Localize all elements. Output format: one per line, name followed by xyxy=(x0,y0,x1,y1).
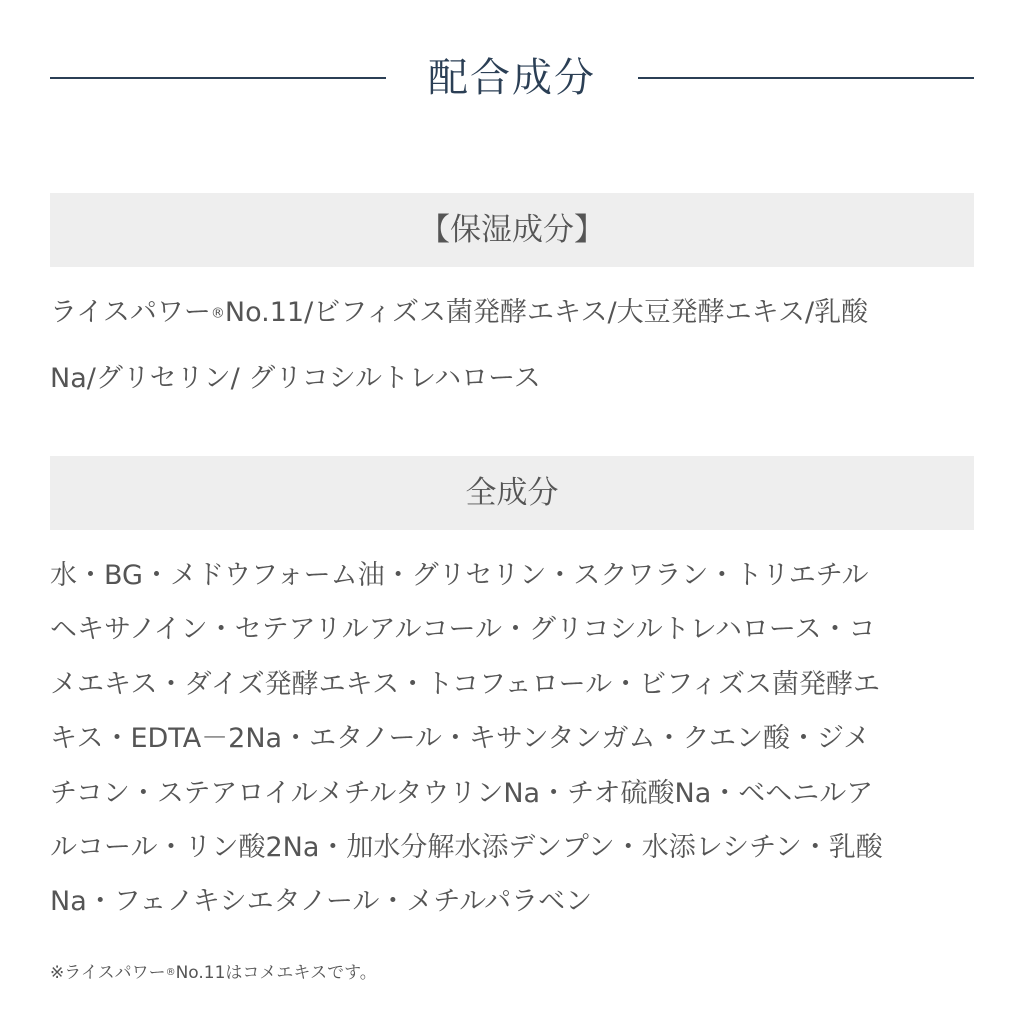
moisture-section-heading: 【保湿成分】 xyxy=(50,193,974,267)
page-title: 配合成分 xyxy=(428,55,596,101)
registered-mark: ® xyxy=(165,967,176,978)
all-ingredients xyxy=(50,552,974,933)
ingredient-line: チコン・ステアロイルメチルタウリンNa・チオ硫酸Na・ベヘニルア xyxy=(50,777,874,809)
ingredient-line: 水・BG・メドウフォーム油・グリセリン・スクワラン・トリエチル xyxy=(50,560,869,591)
title-divider-right xyxy=(638,77,974,79)
moisture-ingredients xyxy=(50,286,974,418)
moisture-line: ライスパワー®No.11/ビフィズス菌発酵エキス/大豆発酵エキス/乳酸 xyxy=(50,297,869,328)
ingredient-line: メエキス・ダイズ発酵エキス・トコフェロール・ビフィズス菌発酵エ xyxy=(50,668,880,700)
moisture-line: Na/グリセリン/ グリコシルトレハロース xyxy=(50,363,541,394)
registered-mark: ® xyxy=(210,305,225,322)
all-ingredients-heading: 全成分 xyxy=(50,456,974,530)
ingredient-line: キス・EDTA－2Na・エタノール・キサンタンガム・クエン酸・ジメ xyxy=(50,723,871,755)
ingredient-line: ルコール・リン酸2Na・加水分解水添デンプン・水添レシチン・乳酸 xyxy=(50,831,883,863)
title-divider-left xyxy=(50,77,386,79)
ingredient-line: ヘキサノイン・セテアリルアルコール・グリコシルトレハロース・コ xyxy=(50,614,876,646)
title-row xyxy=(50,48,974,108)
footnote: ※ライスパワー®No.11はコメエキスです。 xyxy=(50,963,377,983)
ingredient-line: Na・フェノキシエタノール・メチルパラベン xyxy=(50,886,593,918)
